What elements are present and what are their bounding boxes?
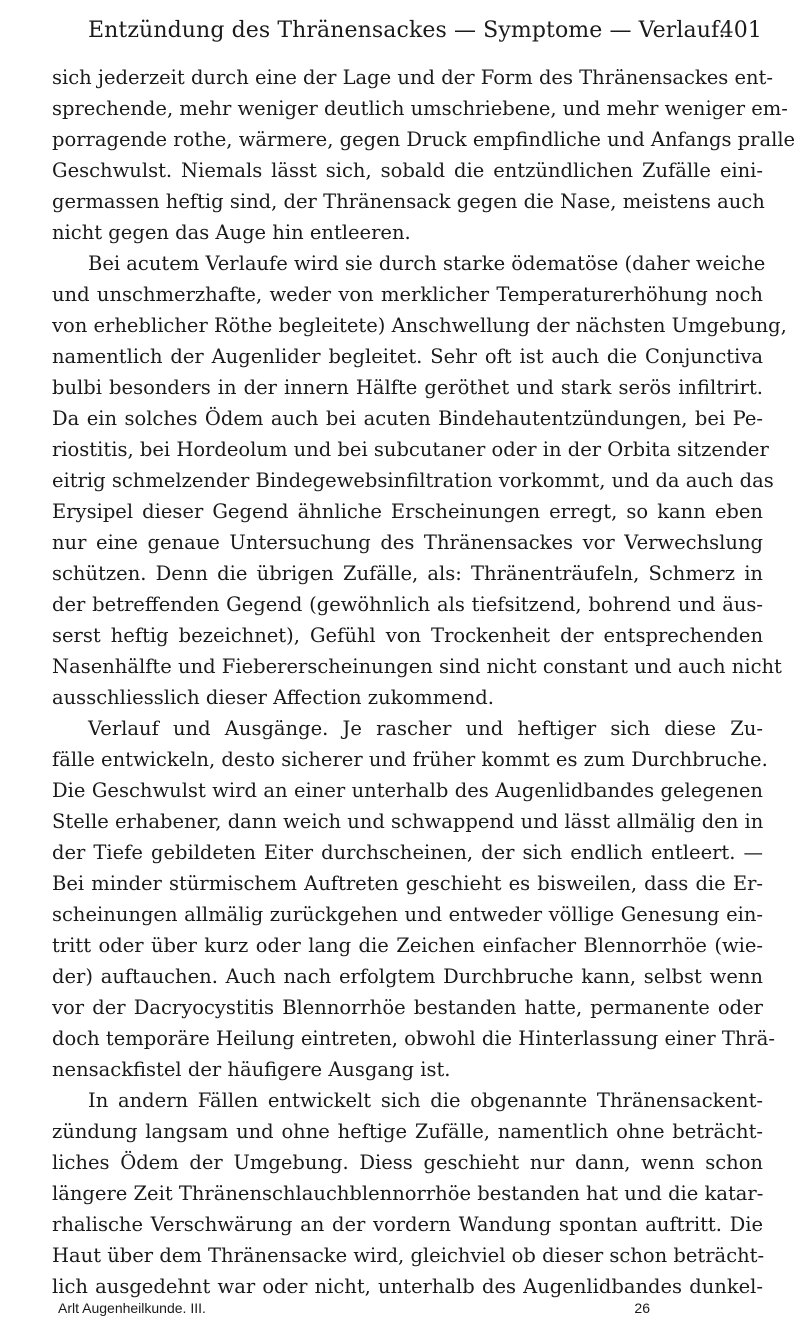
text-line: schützen. Denn die übrigen Zufälle, als: Thränenträufeln, Schmerz in [52,562,763,585]
text-line: nensackfistel der häufigere Ausgang ist. [52,1058,451,1081]
text-line: der betreffenden Gegend (gewöhnlich als tiefsitzend, bohrend und äus- [52,593,763,616]
text-line: Bei minder stürmischem Auftreten geschieht es bisweilen, dass die Er- [52,872,763,895]
running-title: Entzündung des Thränensackes — Symptome — Verlauf. [88,18,726,43]
text-line: namentlich der Augenlider begleitet. Sehr oft ist auch die Conjunctiva [52,345,763,368]
text-line: nur eine genaue Untersuchung des Thränensackes vor Verwechslung [52,531,763,554]
sheet-number: 26 [634,1300,650,1316]
text-line: tritt oder über kurz oder lang die Zeichen einfacher Blennorrhöe (wie- [52,934,763,957]
text-line: nicht gegen das Auge hin entleeren. [52,221,411,244]
text-line: längere Zeit Thränenschlauchblennorrhöe bestanden hat und die katar- [52,1182,764,1205]
page-header [88,18,762,58]
text-line: der) auftauchen. Auch nach erfolgtem Durchbruche kann, selbst wenn [52,965,763,988]
page-footer [58,1300,650,1322]
page-number: 401 [719,18,762,43]
text-line: Nasenhälfte und Fiebererscheinungen sind nicht constant und auch nicht [52,655,782,678]
text-line: zündung langsam und ohne heftige Zufälle, namentlich ohne beträcht- [52,1120,763,1143]
text-line: riostitis, bei Hordeolum und bei subcutaner oder in der Orbita sitzender [52,438,769,461]
text-line: der Tiefe gebildeten Eiter durchscheinen, der sich endlich entleert. — [52,841,763,864]
text-line: lich ausgedehnt war oder nicht, unterhalb des Augenlidbandes dunkel- [52,1275,763,1298]
text-line: Haut über dem Thränensacke wird, gleichviel ob dieser schon beträcht- [52,1244,765,1267]
body-text [52,62,796,1302]
printer-signature: Arlt Augenheilkunde. III. [58,1300,206,1316]
text-line: eitrig schmelzender Bindegewebsinfiltration vorkommt, und da auch das [52,469,774,492]
text-line: Stelle erhabener, dann weich und schwappend und lässt allmälig den in [52,810,764,833]
text-line: von erheblicher Röthe begleitete) Anschwellung der nächsten Umgebung, [52,314,787,337]
text-line: sich jederzeit durch eine der Lage und der Form des Thränensackes ent- [52,66,773,89]
text-line: Erysipel dieser Gegend ähnliche Erscheinungen erregt, so kann eben [52,500,763,523]
text-line: doch temporäre Heilung eintreten, obwohl die Hinterlassung einer Thrä- [52,1027,775,1050]
text-line: serst heftig bezeichnet), Gefühl von Trockenheit der entsprechenden [52,624,763,647]
text-line: Da ein solches Ödem auch bei acuten Bindehautentzündungen, bei Pe- [52,407,763,430]
text-line: und unschmerzhafte, weder von merklicher Temperaturerhöhung noch [52,283,763,306]
text-line: fälle entwickeln, desto sicherer und früher kommt es zum Durchbruche. [52,748,768,771]
text-line: Geschwulst. Niemals lässt sich, sobald die entzündlichen Zufälle eini- [52,159,763,182]
text-line: Die Geschwulst wird an einer unterhalb des Augenlidbandes gelegenen [52,779,763,802]
text-line: ausschliesslich dieser Affection zukommend. [52,686,494,709]
text-line: Bei acutem Verlaufe wird sie durch starke ödematöse (daher weiche [88,252,766,275]
text-line: liches Ödem der Umgebung. Diess geschieht nur dann, wenn schon [52,1151,763,1174]
text-line: bulbi besonders in der innern Hälfte geröthet und stark serös infiltrirt. [52,376,763,399]
text-line: porragende rothe, wärmere, gegen Druck empfindliche und Anfangs pralle [52,128,796,151]
text-line: germassen heftig sind, der Thränensack gegen die Nase, meistens auch [52,190,765,213]
text-line: vor der Dacryocystitis Blennorrhöe bestanden hatte, permanente oder [52,996,763,1019]
text-line: Verlauf und Ausgänge. Je rascher und heftiger sich diese Zu- [88,717,763,740]
text-line: sprechende, mehr weniger deutlich umschriebene, und mehr weniger em- [52,97,788,120]
text-line: In andern Fällen entwickelt sich die obgenannte Thränensackent- [88,1089,763,1112]
text-line: scheinungen allmälig zurückgehen und entweder völlige Genesung ein- [52,903,763,926]
text-line: rhalische Verschwärung an der vordern Wandung spontan auftritt. Die [52,1213,763,1236]
